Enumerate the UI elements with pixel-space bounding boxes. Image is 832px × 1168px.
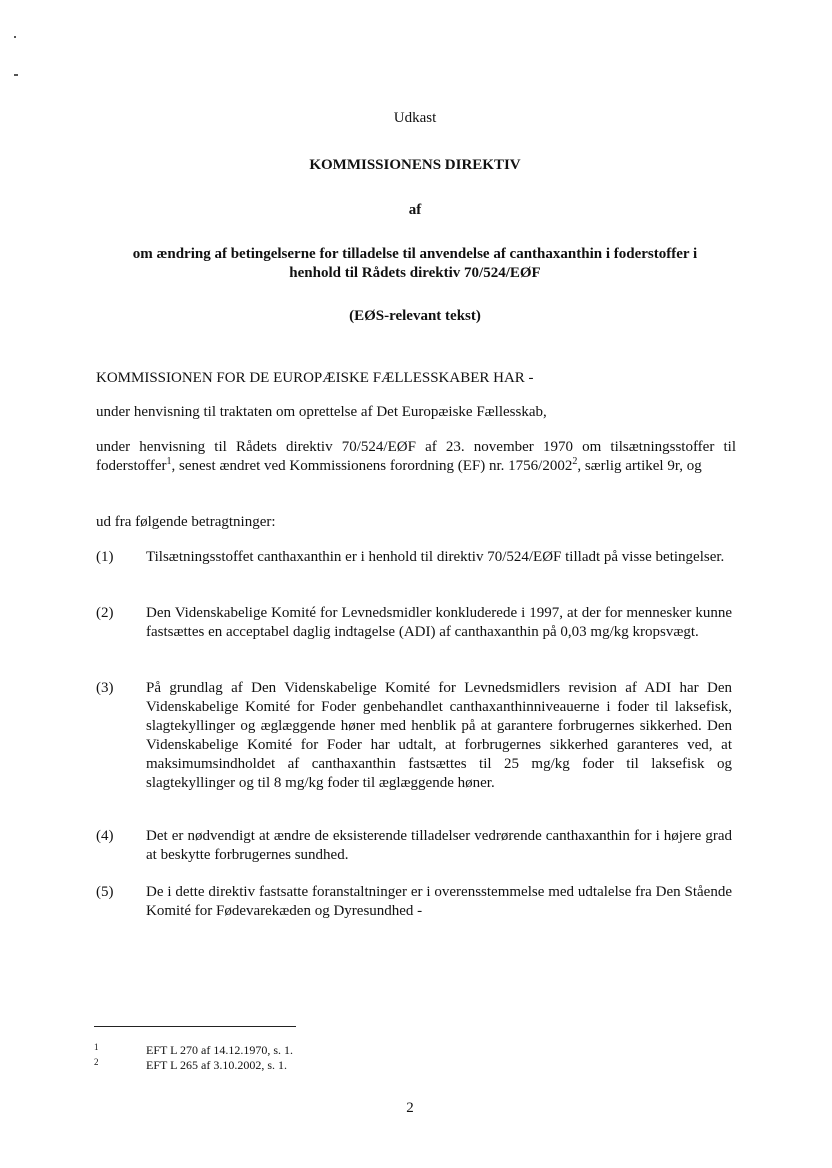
recital-number: (2) (96, 605, 114, 621)
document-subject (95, 245, 735, 283)
directive-reference-text: , særlig artikel 9r, og (577, 458, 702, 474)
recital-text: På grundlag af Den Videnskabelige Komité for Levnedsmidlers revision af ADI har Den Videnskabelige Komité for Foder genbehandlet canthaxanthinniveauerne i foder til laksefisk, slagtekyllinger og æglæggende høner med henblik på at garantere forbrugernes sikkerhed. Den Videnskabelige Komité for Foder har udtalt, at forbrugernes sikkerhed garanteres ved, at maksimumsindholdet af canthaxanthin fastsættes til 25 mg/kg foder til laksefisk og slagtekyllinger og til 8 mg/kg foder til æglæggende høner. (146, 680, 732, 791)
recital-item (96, 827, 732, 865)
document-of-line: af (408, 202, 422, 218)
recital-item (96, 548, 732, 567)
document-title: KOMMISSIONENS DIREKTIV (309, 157, 521, 173)
recital-number: (1) (96, 549, 114, 565)
footnote-reference[interactable]: 2 (572, 456, 578, 467)
treaty-reference: under henvisning til traktaten om oprettelse af Det Europæiske Fællesskab, (96, 404, 547, 420)
document-subject-line: om ændring af betingelserne for tilladelse til anvendelse af canthaxanthin i foderstoffer i (132, 246, 698, 262)
page-number: 2 (406, 1100, 414, 1116)
directive-reference-text: under henvisning til Rådets direktiv 70/524/EØF af 23. november 1970 om tilsætningsstoffer til foderstoffer (96, 439, 736, 474)
footnote-number: 1 (94, 1042, 99, 1052)
whereas-intro: ud fra følgende betragtninger: (96, 514, 276, 530)
recital-text: De i dette direktiv fastsatte foranstaltninger er i overensstemmelse med udtalelse fra Den Stående Komité for Fødevarekæden og Dyresundhed - (146, 884, 732, 919)
scan-mark (14, 36, 16, 38)
recital-text: Tilsætningsstoffet canthaxanthin er i henhold til direktiv 70/524/EØF tilladt på visse betingelser. (146, 549, 725, 565)
document-status: Udkast (393, 110, 437, 126)
footnote-item (94, 1058, 494, 1073)
commission-heading: KOMMISSIONEN FOR DE EUROPÆISKE FÆLLESSKABER HAR - (96, 370, 534, 386)
document-subject-line: henhold til Rådets direktiv 70/524/EØF (289, 265, 541, 281)
recital-number: (5) (96, 884, 114, 900)
recital-text: Det er nødvendigt at ændre de eksisterende tilladelser vedrørende canthaxanthin for i højere grad at beskytte forbrugernes sundhed. (146, 828, 732, 863)
footnote-divider (94, 1026, 296, 1027)
recital-text: Den Videnskabelige Komité for Levnedsmidler konkluderede i 1997, at der for mennesker kunne fastsættes en acceptabel daglig indtagelse (ADI) af canthaxanthin på 0,03 mg/kg kropsvægt. (146, 605, 732, 640)
footnote-number: 2 (94, 1057, 99, 1067)
footnote-text: EFT L 265 af 3.10.2002, s. 1. (146, 1058, 287, 1072)
recital-item (96, 883, 732, 921)
recital-item (96, 679, 732, 793)
recital-number: (4) (96, 828, 114, 844)
footnote-item (94, 1043, 494, 1058)
footnote-text: EFT L 270 af 14.12.1970, s. 1. (146, 1043, 293, 1057)
directive-reference (96, 438, 736, 476)
recital-number: (3) (96, 680, 114, 696)
scan-mark (14, 74, 18, 76)
eea-relevance-note: (EØS-relevant tekst) (349, 308, 481, 324)
footnote-reference[interactable]: 1 (166, 456, 172, 467)
directive-reference-text: , senest ændret ved Kommissionens forordning (EF) nr. 1756/2002 (171, 458, 573, 474)
recital-item (96, 604, 732, 642)
